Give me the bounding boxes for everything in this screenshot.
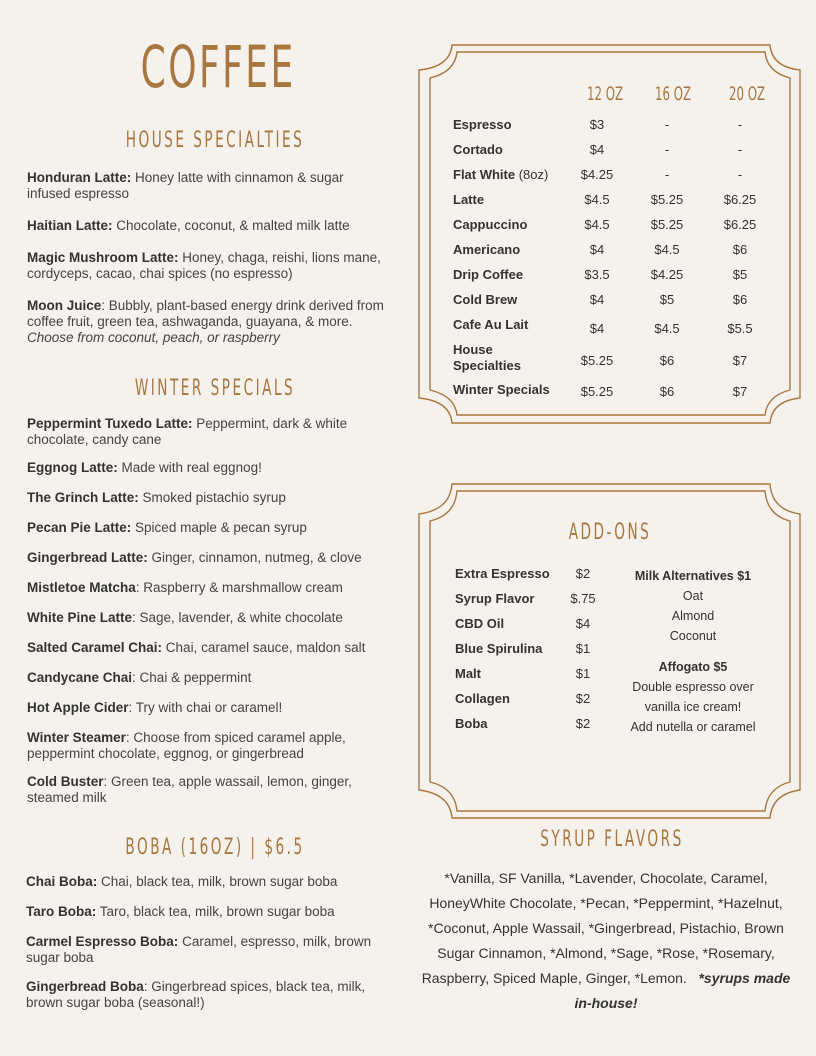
add-on-name: Boba	[455, 716, 488, 731]
affogato	[618, 657, 768, 737]
menu-item	[27, 298, 389, 346]
item-name: Gingerbread Latte:	[27, 550, 148, 565]
affogato-line: Double espresso over	[632, 680, 754, 694]
add-on-row	[455, 691, 615, 711]
price-20oz: -	[737, 167, 743, 182]
menu-item	[27, 460, 389, 476]
price-16oz: $6	[659, 353, 675, 368]
add-on-price: $1	[575, 641, 591, 656]
item-description: : Gingerbread spices, black tea, milk, brown sugar boba (seasonal!)	[26, 979, 366, 1010]
price-12oz: $4	[589, 321, 605, 336]
menu-item	[27, 700, 389, 716]
syrup-flavors-list: *Vanilla, SF Vanilla, *Lavender, Chocolate, Caramel, HoneyWhite Chocolate, *Pecan, *Peppermint, *Hazelnut, *Coconut, Apple Wassail, *Gingerbread, Pistachio, Brown Sugar Cinnamon, *Almond, *Sage, *Rose, *Rosemary, Raspberry, Spiced Maple, Ginger, *Lemon.	[421, 870, 784, 986]
item-name: Salted Caramel Chai:	[27, 640, 163, 655]
price-20oz: $7	[732, 353, 748, 368]
price-16oz: $5	[659, 292, 675, 307]
drink-name: Cafe Au Lait	[453, 317, 529, 332]
price-20oz: $6	[732, 292, 748, 307]
item-note: Choose from coconut, peach, or raspberry	[27, 330, 280, 345]
item-name: Taro Boba:	[26, 904, 97, 919]
add-on-name: Blue Spirulina	[455, 641, 543, 656]
item-name: Peppermint Tuxedo Latte:	[27, 416, 193, 431]
house-specialties-heading: HOUSE SPECIALTIES	[125, 128, 305, 153]
item-description: : Sage, lavender, & white chocolate	[132, 610, 343, 625]
price-row	[447, 382, 777, 404]
menu-item	[27, 250, 389, 282]
drink-name: House Specialties	[453, 342, 521, 373]
menu-item	[26, 934, 388, 966]
item-description: : Raspberry & marshmallow cream	[135, 580, 343, 595]
add-on-row	[455, 641, 615, 661]
item-name: White Pine Latte	[27, 610, 133, 625]
item-description: Chai, caramel sauce, maldon salt	[162, 640, 366, 655]
price-12oz: $4	[589, 242, 605, 257]
add-on-name: Extra Espresso	[455, 566, 550, 581]
drink-name: Americano	[453, 242, 521, 257]
price-16oz: $5.25	[650, 192, 684, 207]
syrup-flavors-heading: SYRUP FLAVORS	[540, 827, 684, 852]
price-row	[447, 217, 777, 239]
item-name: Carmel Espresso Boba:	[26, 934, 179, 949]
drink-name	[453, 167, 568, 183]
drink-name: Cold Brew	[453, 292, 518, 307]
price-12oz: $4.5	[584, 217, 610, 232]
add-on-row	[455, 591, 615, 611]
price-20oz: -	[737, 142, 743, 157]
menu-item	[26, 979, 388, 1011]
milk-option: Coconut	[669, 629, 717, 643]
price-row	[447, 142, 777, 164]
item-name: Winter Steamer	[27, 730, 126, 745]
affogato-line: Add nutella or caramel	[630, 720, 756, 734]
price-16oz: -	[664, 167, 670, 182]
price-20oz: $6	[732, 242, 748, 257]
price-12oz: $5.25	[580, 353, 614, 368]
menu-item	[27, 490, 389, 506]
affogato-line: vanilla ice cream!	[644, 700, 742, 714]
menu-item	[27, 580, 389, 596]
price-row	[447, 267, 777, 289]
price-12oz: $4.25	[580, 167, 614, 182]
item-description: : Try with chai or caramel!	[128, 700, 283, 715]
price-20oz: $6.25	[723, 217, 757, 232]
drink-name: Latte	[453, 192, 485, 207]
price-row	[447, 292, 777, 314]
menu-item	[27, 730, 389, 762]
price-row	[447, 342, 777, 376]
price-12oz: $3.5	[584, 267, 610, 282]
price-20oz: $7	[732, 384, 748, 399]
drink-name: Cappuccino	[453, 217, 528, 232]
add-on-row	[455, 616, 615, 636]
menu-item	[27, 550, 389, 566]
add-on-price: $2	[575, 566, 591, 581]
size-header-20oz: 20 OZ	[728, 83, 766, 105]
price-20oz: $5.5	[727, 321, 753, 336]
price-16oz: $5.25	[650, 217, 684, 232]
item-description: Made with real eggnog!	[117, 460, 262, 475]
item-name: Gingerbread Boba	[26, 979, 144, 994]
item-name: Honduran Latte:	[27, 170, 132, 185]
menu-item	[27, 670, 389, 686]
menu-item	[27, 520, 389, 536]
item-description: Honey, chaga, reishi, lions mane, cordyceps, cacao, chai spices (no espresso)	[27, 250, 381, 281]
milk-option: Almond	[671, 609, 715, 623]
item-description: : Chai & peppermint	[132, 670, 252, 685]
price-16oz: -	[664, 117, 670, 132]
menu-item	[26, 874, 388, 890]
add-on-row	[455, 566, 615, 586]
add-ons-heading: ADD-ONS	[568, 520, 652, 545]
menu-title: COFFEE	[140, 33, 296, 101]
size-note: (8oz)	[515, 167, 549, 182]
menu-item	[27, 416, 389, 448]
drink-name: Winter Specials	[453, 382, 550, 397]
menu-item	[27, 218, 389, 234]
drink-name: Espresso	[453, 117, 512, 132]
size-header-12oz: 12 OZ	[586, 83, 624, 105]
item-description: Chai, black tea, milk, brown sugar boba	[97, 874, 338, 889]
winter-specials-heading: WINTER SPECIALS	[134, 376, 296, 401]
add-on-price: $1	[575, 666, 591, 681]
price-20oz: $6.25	[723, 192, 757, 207]
milk-alternatives	[618, 566, 768, 646]
price-12oz: $3	[589, 117, 605, 132]
milk-alternatives-title	[618, 566, 768, 586]
price-20oz: -	[737, 117, 743, 132]
price-20oz: $5	[732, 267, 748, 282]
item-name: Cold Buster	[27, 774, 104, 789]
affogato-label: Affogato $5	[658, 660, 728, 674]
item-description: : Green tea, apple wassail, lemon, ginger, steamed milk	[27, 774, 352, 805]
menu-item	[27, 640, 389, 656]
price-row	[447, 167, 777, 189]
item-description: Smoked pistachio syrup	[138, 490, 286, 505]
add-on-name: CBD Oil	[455, 616, 505, 631]
add-on-price: $4	[575, 616, 591, 631]
drink-name: Drip Coffee	[453, 267, 524, 282]
price-12oz: $4	[589, 142, 605, 157]
price-16oz: $4.25	[650, 267, 684, 282]
item-description: Peppermint, dark & white chocolate, candy cane	[27, 416, 348, 447]
item-description: Ginger, cinnamon, nutmeg, & clove	[147, 550, 362, 565]
boba-heading: BOBA (16OZ) | $6.5	[125, 835, 305, 860]
item-description: : Bubbly, plant-based energy drink derived from coffee fruit, green tea, ashwaganda, guayana, & more.	[27, 298, 384, 329]
item-description: : Choose from spiced caramel apple, peppermint chocolate, eggnog, or gingerbread	[27, 730, 346, 761]
item-name: Eggnog Latte:	[27, 460, 118, 475]
item-name: Mistletoe Matcha	[27, 580, 136, 595]
price-row	[447, 192, 777, 214]
item-name: Haitian Latte:	[27, 218, 113, 233]
price-16oz: $4.5	[654, 321, 680, 336]
price-row	[447, 242, 777, 264]
price-row	[447, 117, 777, 139]
syrup-flavors-text	[420, 866, 792, 1016]
add-on-name: Collagen	[455, 691, 510, 706]
menu-item	[26, 904, 388, 920]
item-name: Magic Mushroom Latte:	[27, 250, 179, 265]
menu-item	[27, 610, 389, 626]
price-12oz: $4	[589, 292, 605, 307]
item-name: Chai Boba:	[26, 874, 98, 889]
milk-option: Oat	[682, 589, 704, 603]
price-16oz: $6	[659, 384, 675, 399]
price-12oz: $4.5	[584, 192, 610, 207]
item-description: Chocolate, coconut, & malted milk latte	[112, 218, 350, 233]
item-description: Taro, black tea, milk, brown sugar boba	[96, 904, 335, 919]
drink-name: Cortado	[453, 142, 503, 157]
add-on-name: Syrup Flavor	[455, 591, 535, 606]
syrup-house-made-note: *syrups made in-house!	[574, 970, 791, 1011]
add-on-price: $2	[575, 716, 591, 731]
item-description: Honey latte with cinnamon & sugar infused espresso	[27, 170, 344, 201]
menu-item	[27, 774, 389, 806]
price-row	[447, 317, 777, 339]
drink-name-text: Flat White	[453, 167, 516, 182]
milk-alternatives-label: Milk Alternatives $1	[634, 569, 752, 583]
add-on-row	[455, 666, 615, 686]
add-on-name: Malt	[455, 666, 481, 681]
size-header-16oz: 16 OZ	[654, 83, 692, 105]
item-name: Moon Juice	[27, 298, 102, 313]
item-description: Spiced maple & pecan syrup	[131, 520, 307, 535]
item-name: The Grinch Latte:	[27, 490, 139, 505]
price-16oz: $4.5	[654, 242, 680, 257]
menu-item	[27, 170, 389, 202]
item-description: Caramel, espresso, milk, brown sugar boba	[26, 934, 372, 965]
price-16oz: -	[664, 142, 670, 157]
add-on-price: $2	[575, 691, 591, 706]
add-on-row	[455, 716, 615, 736]
add-on-price: $.75	[570, 591, 596, 606]
price-12oz: $5.25	[580, 384, 614, 399]
affogato-title	[618, 657, 768, 677]
item-name: Pecan Pie Latte:	[27, 520, 132, 535]
item-name: Hot Apple Cider	[27, 700, 129, 715]
item-name: Candycane Chai	[27, 670, 133, 685]
